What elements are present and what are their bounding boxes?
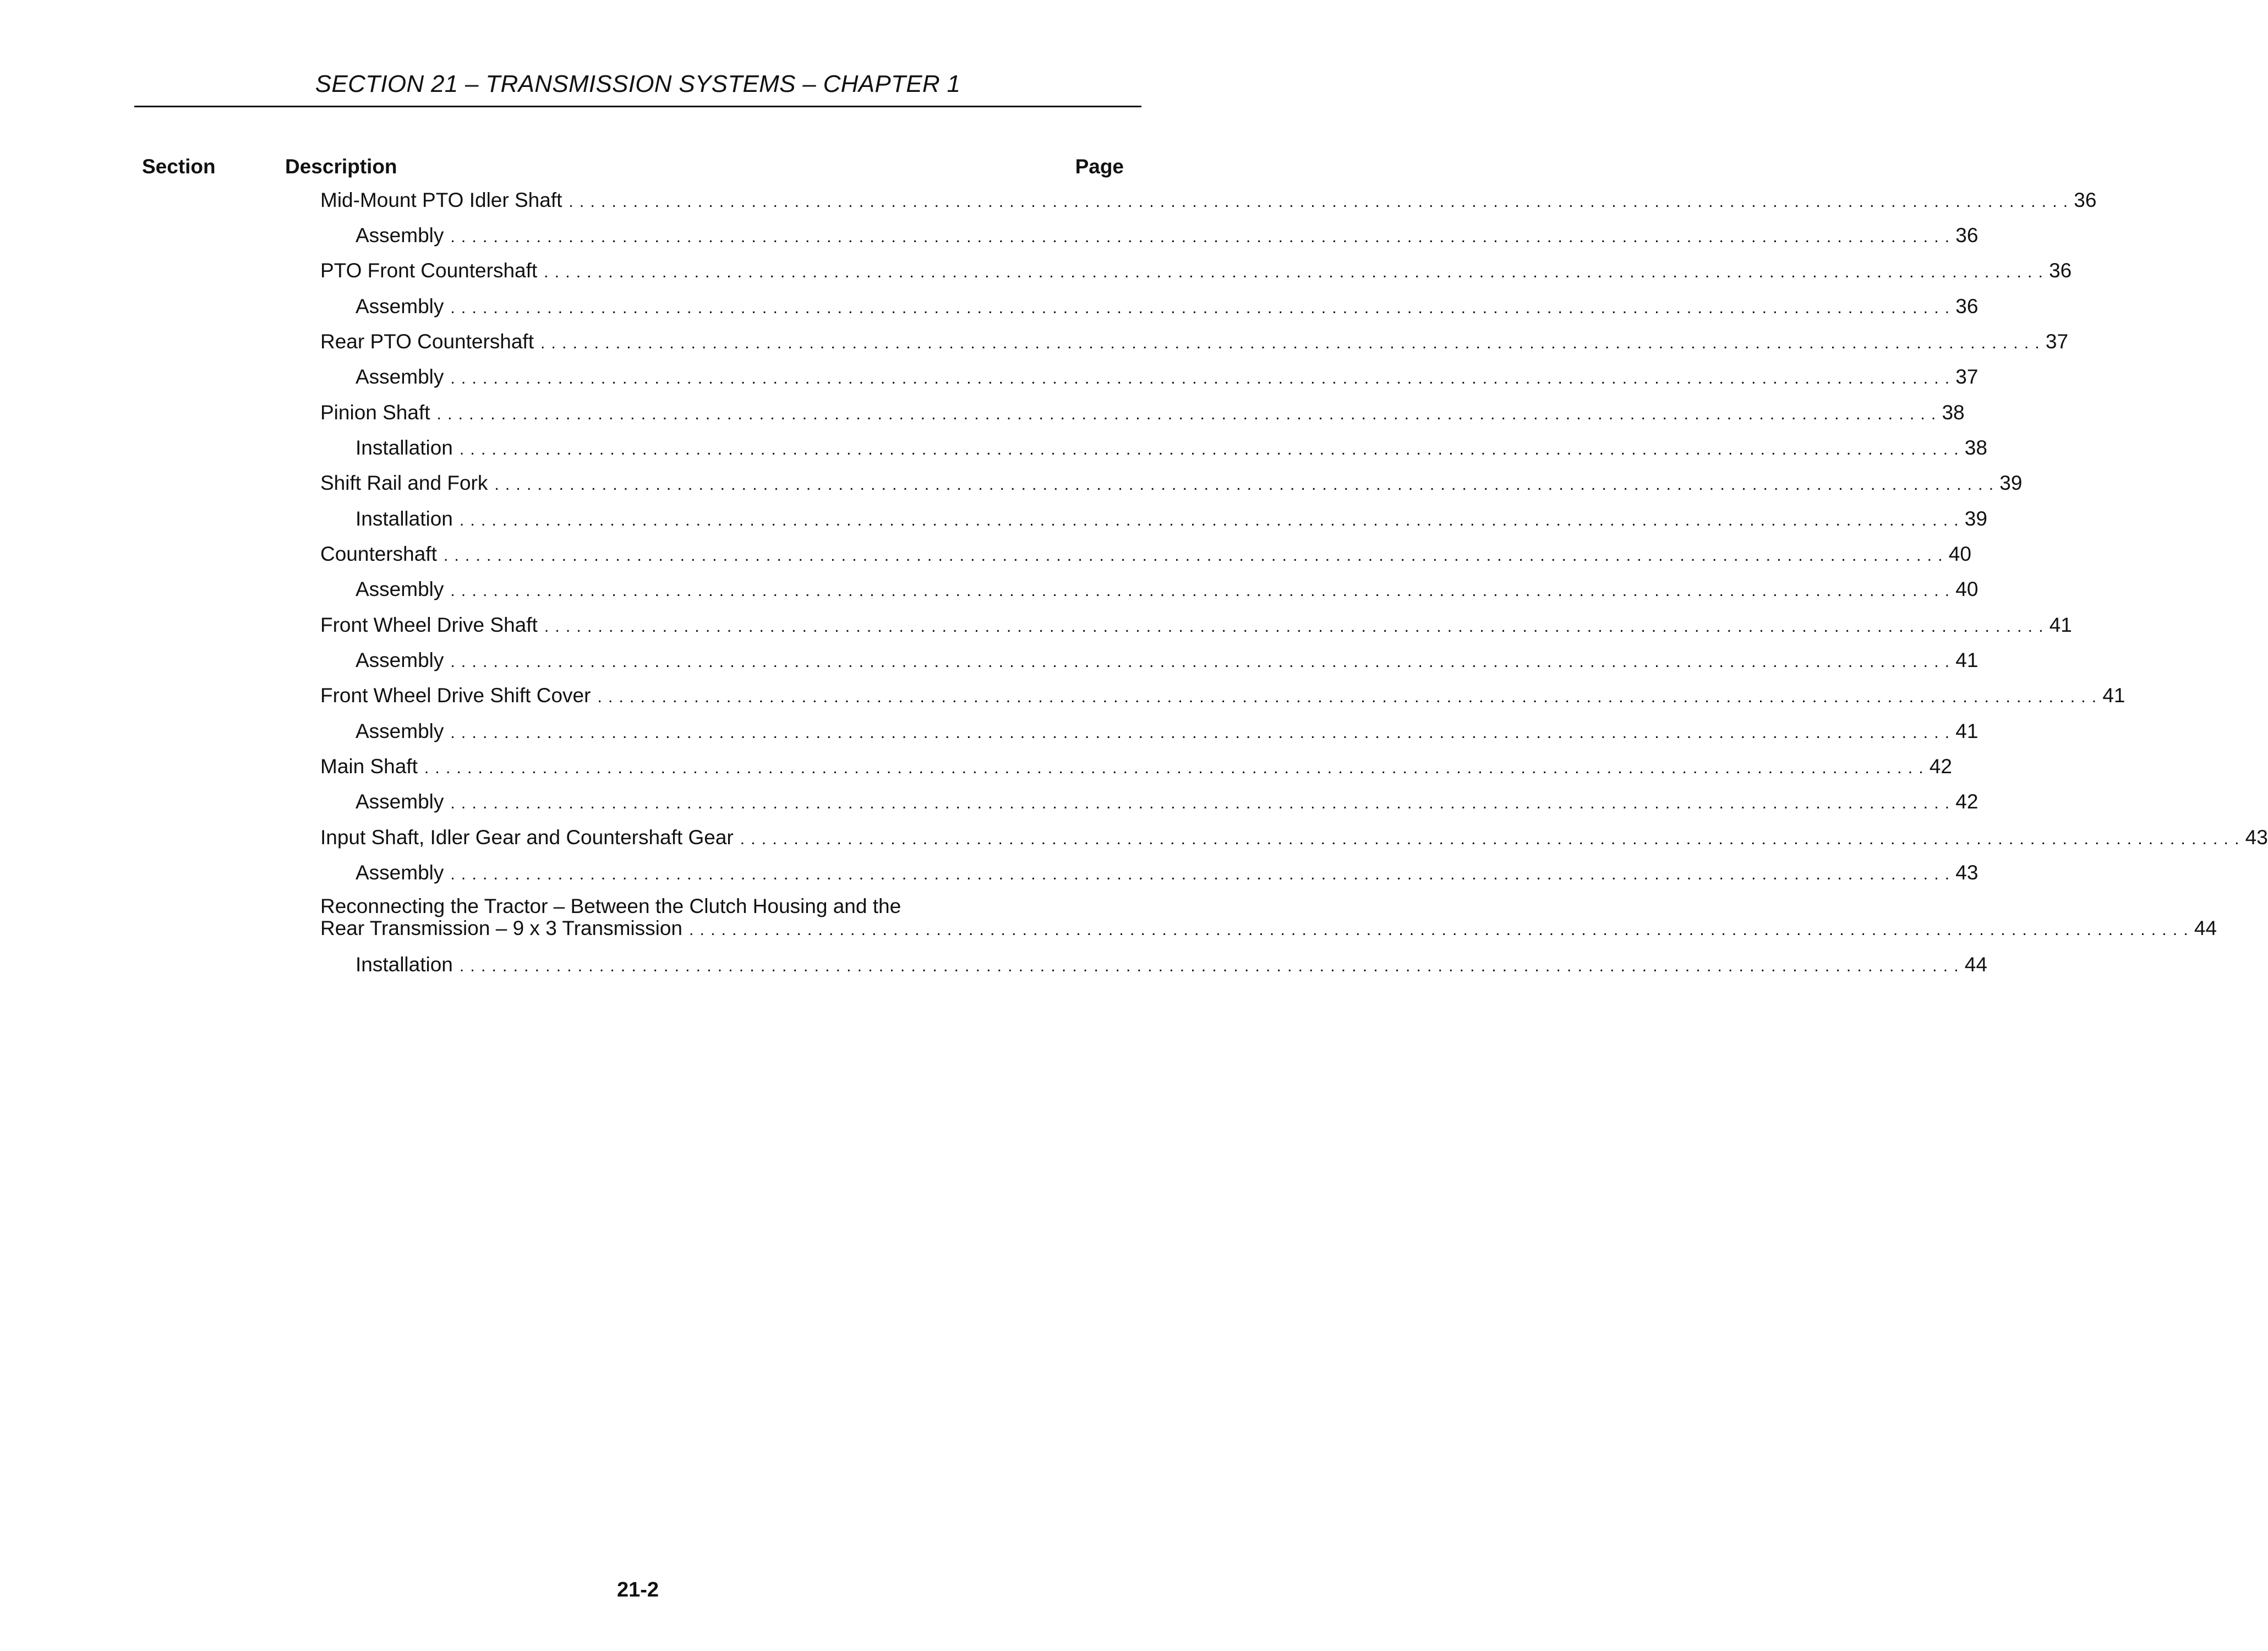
toc-entry-page: 40: [1948, 543, 1971, 565]
dot-leader: ............................................................................................................................................: [494, 475, 2000, 494]
toc-entry-label: Assembly: [356, 224, 444, 247]
toc-entry-label: Assembly: [356, 578, 444, 600]
toc-entry[interactable]: [320, 189, 2097, 211]
toc-entry-page: 44: [1964, 953, 1987, 976]
toc-entry[interactable]: [320, 330, 2069, 353]
toc-entry-page: 36: [1955, 295, 1979, 318]
dot-leader: ............................................................................................................................................: [443, 546, 1949, 565]
toc-entry-page: 39: [1999, 472, 2023, 494]
toc-entry-label: Main Shaft: [320, 755, 418, 778]
toc-entry-page: 36: [2049, 259, 2072, 282]
toc-subentry[interactable]: [356, 578, 1979, 600]
toc-subentry[interactable]: [356, 436, 1987, 459]
dot-leader: ............................................................................................................................................: [450, 299, 1956, 317]
toc-entry-label: Rear Transmission – 9 x 3 Transmission: [320, 917, 683, 939]
toc-entry-page: 41: [1955, 720, 1979, 742]
toc-entry-page: 37: [2045, 330, 2069, 353]
toc-entry[interactable]: [320, 472, 2023, 494]
page-title: SECTION 21 – TRANSMISSION SYSTEMS – CHAPTER 1: [315, 70, 961, 97]
toc-entry-page: 42: [1955, 790, 1979, 813]
dot-leader: ............................................................................................................................................: [544, 263, 2050, 281]
toc-entry[interactable]: [320, 401, 1965, 424]
toc-entry-label: Assembly: [356, 649, 444, 671]
toc-entry-page: 42: [1929, 755, 1952, 778]
toc-entry-page: 41: [1955, 649, 1979, 671]
dot-leader: ............................................................................................................................................: [459, 957, 1965, 975]
toc-entry[interactable]: [320, 614, 2072, 636]
toc-entry-page: 38: [1942, 401, 1965, 424]
dot-leader: ............................................................................................................................................: [740, 830, 2245, 848]
dot-leader: ............................................................................................................................................: [450, 794, 1956, 812]
toc-entry-label: Assembly: [356, 720, 444, 742]
toc-subentry[interactable]: [356, 861, 1979, 884]
toc-subentry[interactable]: [356, 720, 1979, 742]
dot-leader: ............................................................................................................................................: [436, 405, 1942, 423]
toc-entry-label-line1: Reconnecting the Tractor – Between the Clutch Housing and the: [320, 895, 901, 917]
toc-entry[interactable]: [320, 259, 2072, 282]
toc-entry-label: Countershaft: [320, 543, 437, 565]
dot-leader: ............................................................................................................................................: [459, 440, 1965, 458]
toc-subentry[interactable]: [356, 365, 1979, 388]
toc-entry-page: 36: [2074, 189, 2097, 211]
toc-entry-page: 44: [2194, 917, 2217, 939]
toc-entry-page: 43: [2245, 826, 2268, 849]
toc-entry-label: Assembly: [356, 790, 444, 813]
toc-entry-page: 38: [1964, 436, 1987, 459]
dot-leader: ............................................................................................................................................: [450, 724, 1956, 742]
column-header-page: Page: [1075, 155, 1124, 178]
toc-subentry[interactable]: [356, 649, 1979, 671]
dot-leader: ............................................................................................................................................: [544, 617, 2050, 636]
toc-entry-label: Assembly: [356, 861, 444, 884]
dot-leader: ............................................................................................................................................: [450, 369, 1956, 387]
toc-entry-label: Pinion Shaft: [320, 401, 430, 424]
toc-entry-label: PTO Front Countershaft: [320, 259, 538, 282]
toc-entry-label: Input Shaft, Idler Gear and Countershaft Gear: [320, 826, 734, 849]
toc-entry-page: 41: [2102, 684, 2125, 707]
toc-entry-two-line[interactable]: [320, 895, 2217, 939]
dot-leader: ............................................................................................................................................: [450, 865, 1956, 883]
toc-entry-label: Installation: [356, 953, 453, 976]
page-header: [134, 67, 1141, 107]
toc-entry-label: Installation: [356, 436, 453, 459]
toc-entry-page: 36: [1955, 224, 1979, 247]
dot-leader: ............................................................................................................................................: [450, 228, 1956, 246]
toc-entry[interactable]: [320, 543, 1971, 565]
toc-entry-label: Assembly: [356, 295, 444, 318]
toc-subentry[interactable]: [356, 790, 1979, 813]
toc-entry-label: Front Wheel Drive Shift Cover: [320, 684, 591, 707]
toc-entry[interactable]: [320, 755, 1952, 778]
dot-leader: ............................................................................................................................................: [424, 759, 1930, 777]
toc-entry-label: Front Wheel Drive Shaft: [320, 614, 538, 636]
toc-subentry[interactable]: [356, 295, 1979, 318]
toc-entry-label: Shift Rail and Fork: [320, 472, 488, 494]
toc-entry-page: 43: [1955, 861, 1979, 884]
dot-leader: ............................................................................................................................................: [597, 688, 2103, 706]
toc-entry-label: Assembly: [356, 365, 444, 388]
dot-leader: ............................................................................................................................................: [459, 511, 1965, 529]
toc-subentry[interactable]: [356, 953, 1987, 976]
column-header-description: Description: [285, 155, 397, 178]
page-number: 21-2: [616, 1578, 659, 1601]
toc-entry-label: Rear PTO Countershaft: [320, 330, 534, 353]
dot-leader: ............................................................................................................................................: [569, 193, 2074, 211]
toc-subentry[interactable]: [356, 507, 1987, 530]
toc-subentry[interactable]: [356, 224, 1979, 247]
dot-leader: ............................................................................................................................................: [540, 334, 2046, 352]
dot-leader: ............................................................................................................................................: [450, 582, 1956, 600]
toc-entry-page: 40: [1955, 578, 1979, 600]
toc-entry[interactable]: [320, 684, 2125, 707]
toc-entry-page: 39: [1964, 507, 1987, 530]
dot-leader: ............................................................................................................................................: [689, 921, 2194, 939]
toc-entry-page: 37: [1955, 365, 1979, 388]
toc-entry-label: Installation: [356, 507, 453, 530]
toc-entry-label: Mid-Mount PTO Idler Shaft: [320, 189, 562, 211]
dot-leader: ............................................................................................................................................: [450, 653, 1956, 671]
toc-entry-page: 41: [2049, 614, 2072, 636]
toc-entry[interactable]: [320, 826, 2268, 849]
column-header-section: Section: [142, 155, 216, 178]
